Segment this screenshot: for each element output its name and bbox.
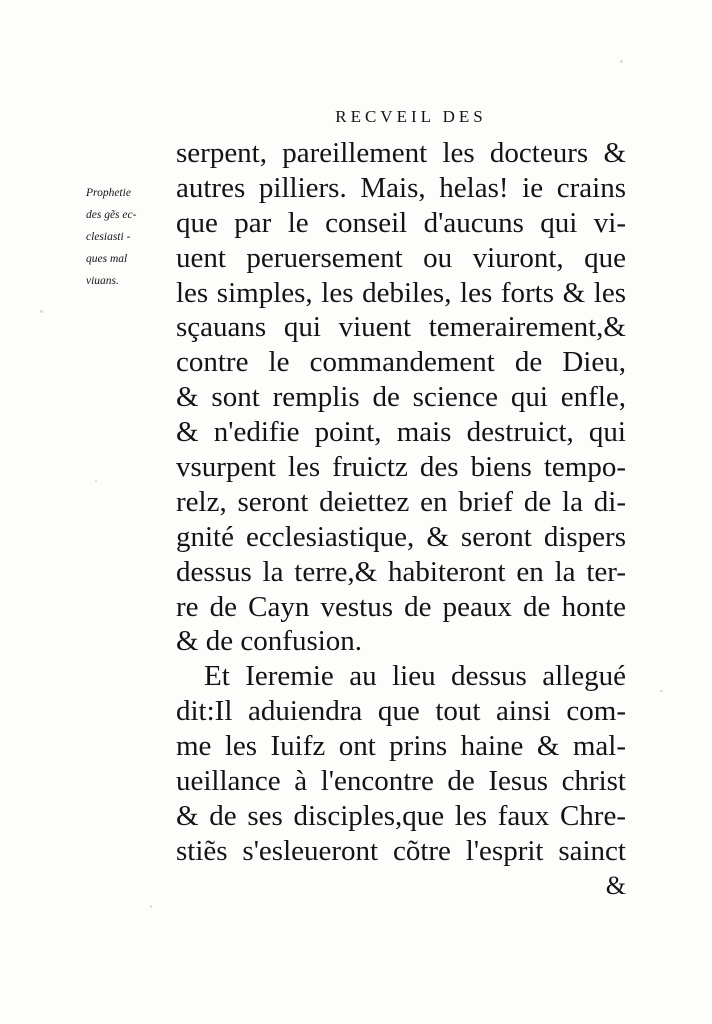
margin-note-line: ques mal [86,253,128,265]
text-line: vsurpent les fruictz des biens tempo- [176,451,626,484]
margin-note [86,182,176,292]
paper-speckle [95,480,97,482]
paper-speckle [620,60,623,63]
paper-speckle [40,310,43,313]
text-line: serpent, pareillement les docteurs & [176,137,626,169]
text-line: contre le commandement de Dieu, [176,346,626,379]
text-line: stiẽs s'esleueront cõtre l'esprit sainct [176,834,626,867]
text-line: gnité ecclesiastique, & seront dispers [176,520,626,553]
text-line: relz, seront deiettez en brief de la di- [176,485,626,518]
text-line: & de ses disciples,que les faux Chre- [176,799,626,832]
paper-speckle [150,905,152,908]
margin-note-line: viuans. [86,275,119,287]
text-line: que par le conseil d'aucuns qui vi- [176,206,626,239]
text-line: re de Cayn vestus de peaux de honte [176,590,626,623]
paragraph-start-line: Et Ieremie au lieu dessus allegué [204,660,626,693]
running-head: RECVEIL DES [335,107,487,126]
text-line: autres pilliers. Mais, helas! ie crains [176,171,626,204]
text-line: & n'edifie point, mais destruict, qui [176,416,626,449]
catchword: & [605,870,626,900]
text-line: sçauans qui viuent temerairement,& [176,311,626,344]
text-line: dessus la terre,& habiteront en la ter- [176,555,626,588]
text-line: me les Iuifz ont prins haine & mal- [176,730,626,763]
text-line: ueillance à l'encontre de Iesus christ [176,765,626,798]
text-line: uent peruersement ou viuront, que [176,241,626,274]
text-line: & de confusion. [176,625,363,658]
text-line: les simples, les debiles, les forts & les [176,276,626,309]
body-text [176,136,626,904]
margin-note-line: Prophetie [86,187,131,199]
text-line: & sont remplis de science qui enfle, [176,381,626,414]
text-line: dit:Il aduiendra que tout ainsi com- [176,695,626,728]
paper-speckle [660,690,663,692]
margin-note-line: clesiasti - [86,231,131,243]
margin-note-line: des gẽs ec- [86,209,137,221]
